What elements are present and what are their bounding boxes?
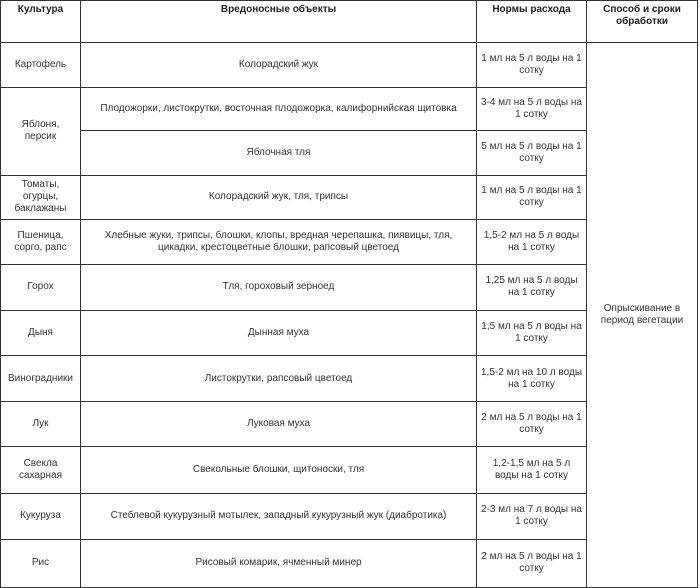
crop-cell: Рис — [1, 539, 81, 587]
pests-cell: Листокрутки, рапсовый цветоед — [81, 356, 477, 402]
rate-cell: 1,5 мл на 5 л воды на 1 сотку — [477, 311, 587, 356]
pests-cell: Тля, гороховый зерноед — [81, 264, 477, 310]
pests-cell: Стеблевой кукурузный мотылек, западный кукурузный жук (диабротика) — [81, 493, 477, 539]
header-crop: Культура — [1, 1, 81, 43]
table-row — [1, 43, 698, 88]
header-pests: Вредоносные объекты — [81, 1, 477, 43]
rate-cell: 1 мл на 5 л воды на 1 сотку — [477, 43, 587, 88]
crop-cell: Кукуруза — [1, 493, 81, 539]
crop-cell: Картофель — [1, 43, 81, 88]
crop-cell: Виноградники — [1, 356, 81, 402]
rate-cell: 3-4 мл на 5 л воды на 1 сотку — [477, 88, 587, 131]
pests-cell: Колорадский жук — [81, 43, 477, 88]
rate-cell: 2 мл на 5 л воды на 1 сотку — [477, 402, 587, 447]
pests-cell: Хлебные жуки, трипсы, блошки, клопы, вредная черепашка, пиявицы, тля, цикадки, крестоцветные блошки, рапсовый цветоед — [81, 219, 477, 264]
pests-cell: Рисовый комарик, ячменный минер — [81, 539, 477, 587]
crop-cell: Горох — [1, 264, 81, 310]
method-cell: Опрыскивание в период вегетации — [587, 43, 698, 588]
pests-cell: Дынная муха — [81, 311, 477, 356]
crop-cell: Лук — [1, 402, 81, 447]
pests-cell: Яблочная тля — [81, 131, 477, 175]
pests-cell: Колорадский жук, тля, трипсы — [81, 175, 477, 219]
crop-cell: Пшеница, сорго, рапс — [1, 219, 81, 264]
rate-cell: 2-3 мл на 7 л воды на 1 сотку — [477, 493, 587, 539]
crop-cell: Яблоня, персик — [1, 88, 81, 175]
header-method: Способ и сроки обработки — [587, 1, 698, 43]
pests-cell: Свекольные блошки, щитоноски, тля — [81, 447, 477, 493]
crop-cell: Томаты, огурцы, баклажаны — [1, 175, 81, 219]
rate-cell: 5 мл на 5 л воды на 1 сотку — [477, 131, 587, 175]
rate-cell: 1 мл на 5 л воды на 1 сотку — [477, 175, 587, 219]
table-header-row — [1, 1, 698, 43]
rate-cell: 1,25 мл на 5 л воды на 1 сотку — [477, 264, 587, 310]
rate-cell: 2 мл на 5 л воды на 1 сотку — [477, 539, 587, 587]
crop-cell: Дыня — [1, 311, 81, 356]
rate-cell: 1,5-2 мл на 10 л воды на 1 сотку — [477, 356, 587, 402]
pests-cell: Плодожорки, листокрутки, восточная плодожорка, калифорнийская щитовка — [81, 88, 477, 131]
rate-cell: 1,2-1,5 мл на 5 л воды на 1 сотку — [477, 447, 587, 493]
rate-cell: 1,5-2 мл на 5 л воды на 1 сотку — [477, 219, 587, 264]
crop-cell: Свекла сахарная — [1, 447, 81, 493]
pests-cell: Луковая муха — [81, 402, 477, 447]
header-rate: Нормы расхода — [477, 1, 587, 43]
